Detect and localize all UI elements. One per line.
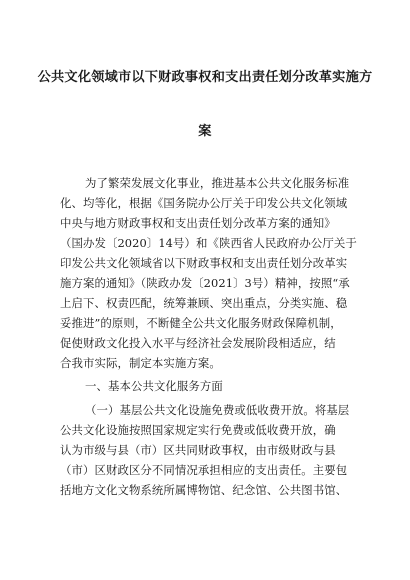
paragraph-line: 施方案的通知》（陕政办发〔2021〕3号）精神，按照“承 xyxy=(60,276,350,290)
paragraph-line: 促使财政文化投入水平与经济社会发展阶段相适应，结 xyxy=(60,336,336,350)
document-title-line-1: 公共文化领域市以下财政事权和支出责任划分改革实施方 xyxy=(37,70,373,85)
paragraph-line: 公共文化设施按照国家规定实行免费或低收费开放，确 xyxy=(60,423,336,437)
paragraph-line: 为了繁荣发展文化事业，推进基本公共文化服务标准 xyxy=(85,176,350,190)
paragraph-line: 上启下、权责匹配，统筹兼顾、突出重点，分类实施、稳 xyxy=(60,296,348,310)
paragraph-line: 印发公共文化领域省以下财政事权和支出责任划分改革实 xyxy=(60,256,348,270)
document-title-line-2: 案 xyxy=(198,124,212,139)
paragraph-line: 妥推进”的原则，不断健全公共文化服务财政保障机制， xyxy=(60,316,342,330)
paragraph-line: 合我市实际，制定本实施方案。 xyxy=(60,356,221,370)
paragraph-line: （市）区财政区分不同情况承担相应的支出责任。主要包 xyxy=(60,463,348,477)
paragraph-line: （一）基层公共文化设施免费或低收费开放。将基层 xyxy=(85,403,350,417)
paragraph-line: 化、均等化，根据《国务院办公厅关于印发公共文化领域 xyxy=(60,196,348,210)
section-heading: 一、基本公共文化服务方面 xyxy=(85,379,223,393)
paragraph-line: 中央与地方财政事权和支出责任划分改革方案的通知》 xyxy=(60,216,336,230)
paragraph-line: 括地方文化文物系统所属博物馆、纪念馆、公共图书馆、 xyxy=(60,483,348,497)
paragraph-line: （国办发〔2020〕14号）和《陕西省人民政府办公厅关于 xyxy=(60,236,357,250)
paragraph-line: 认为市级与县（市）区共同财政事权，由市级财政与县 xyxy=(60,443,336,457)
